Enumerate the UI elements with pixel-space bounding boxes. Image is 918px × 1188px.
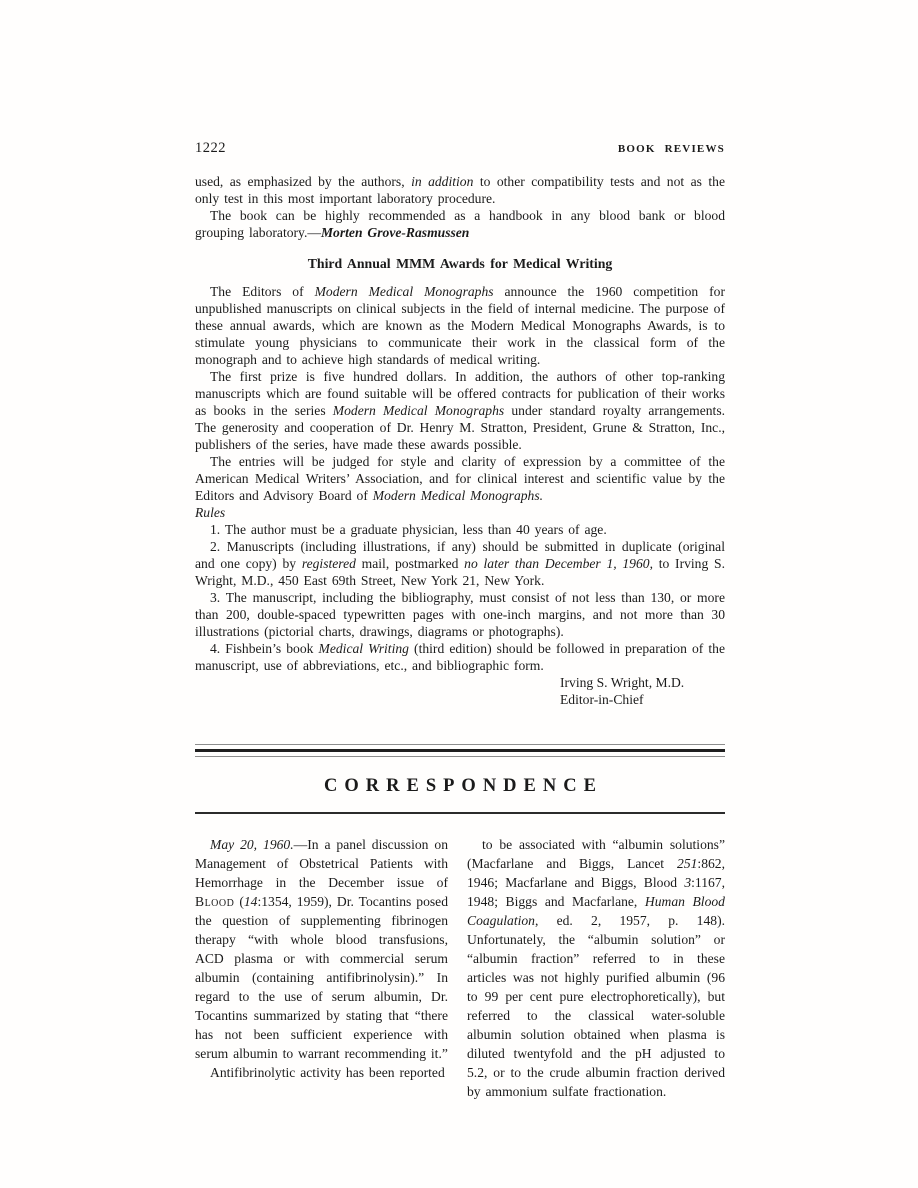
rule-line-thin <box>195 744 725 745</box>
rule-line-thin <box>195 756 725 757</box>
letter-paragraph: May 20, 1960.—In a panel discussion on Management of Obstetrical Patients with Hemorrhage in the December issue of Blood (14:1354, 1959), Dr. Tocantins posed the question of supplementing fibrinogen therapy “with whole blood transfusions, ACD plasma or with commercial serum albumin (containing antifibrinolysin).” In regard to the use of serum albumin, Dr. Tocantins summarized by stating that “there has not been sufficient experience with serum albumin to warrant recommending it.” <box>195 837 448 1061</box>
letter-paragraph: Antifibrinolytic activity has been reported <box>210 1065 445 1080</box>
running-header <box>195 140 725 157</box>
awards-paragraph: The entries will be judged for style and clarity of expression by a committee of the American Medical Writers’ Association, and for clinical interest and scientific value by the Editors and Advisory Board of Modern Medical Monographs. <box>195 454 725 503</box>
book-reviews-section <box>195 173 725 241</box>
rule-item: 3. The manuscript, including the bibliography, must consist of not less than 130, or more than 200, double-spaced typewritten pages with one-inch margins, and not more than 30 illustrations (pictorial charts, drawings, diagrams or photographs). <box>195 590 725 639</box>
rules-label: Rules <box>195 505 226 520</box>
correspondence-right-column <box>467 835 725 1101</box>
book-review-recommendation-paragraph: The book can be highly recommended as a handbook in any blood bank or blood grouping laboratory.—Morten Grove-Rasmussen <box>195 208 725 240</box>
rule-item: 2. Manuscripts (including illustrations, if any) should be submitted in duplicate (original and one copy) by registered mail, postmarked no later than December 1, 1960, to Irving S. Wright, M.D., 450 East 69th Street, New York 21, New York. <box>195 539 725 588</box>
book-review-continuation-paragraph: used, as emphasized by the authors, in addition to other compatibility tests and not as the only test in this most important laboratory procedure. <box>195 174 725 206</box>
page-number: 1222 <box>195 140 226 156</box>
rule-item: 1. The author must be a graduate physician, less than 40 years of age. <box>210 522 607 537</box>
signature-title: Editor-in-Chief <box>560 692 644 707</box>
rule-item: 4. Fishbein’s book Medical Writing (third edition) should be followed in preparation of the manuscript, use of abbreviations, etc., and bibliographic form. <box>195 641 725 673</box>
correspondence-section <box>195 744 725 1101</box>
awards-paragraph: The Editors of Modern Medical Monographs announce the 1960 competition for unpublished manuscripts on clinical subjects in the field of internal medicine. The purpose of these annual awards, which are known as the Modern Medical Monographs Awards, is to stimulate young physicians to communicate their work in the classical form of the monograph and to achieve high standards of medical writing. <box>195 284 725 367</box>
awards-heading: Third Annual MMM Awards for Medical Writing <box>307 256 613 271</box>
signature-block <box>560 674 725 708</box>
letter-paragraph: to be associated with “albumin solutions” (Macfarlane and Biggs, Lancet 251:862, 1946; Macfarlane and Biggs, Blood 3:1167, 1948; Biggs and Macfarlane, Human Blood Coagulation, ed. 2, 1957, p. 148). Unfortunately, the “albumin solution” or “albumin fraction” referred to in these articles was not highly purified albumin (96 to 99 per cent pure electrophoretically), but referred to the classical water-soluble albumin solution obtained when plasma is diluted twentyfold and the pH adjusted to 5.2, or to the crude albumin fraction derived by ammonium sulfate fractionation. <box>467 837 725 1099</box>
correspondence-columns <box>195 835 725 1101</box>
correspondence-heading: CORRESPONDENCE <box>324 776 603 796</box>
awards-section <box>195 256 725 708</box>
correspondence-left-column <box>195 835 448 1101</box>
double-rule-divider <box>195 744 725 757</box>
awards-paragraph: The first prize is five hundred dollars. In addition, the authors of other top-ranking manuscripts which are found suitable will be offered contracts for publication of their works as books in the series Modern Medical Monographs under standard royalty arrangements. The generosity and cooperation of Dr. Henry M. Stratton, President, Grune & Stratton, Inc., publishers of the series, have made these awards possible. <box>195 369 726 452</box>
running-head: BOOK REVIEWS <box>617 143 725 155</box>
rule-line-thick <box>195 749 725 752</box>
signature-name: Irving S. Wright, M.D. <box>560 675 685 690</box>
single-rule-divider <box>195 812 725 814</box>
